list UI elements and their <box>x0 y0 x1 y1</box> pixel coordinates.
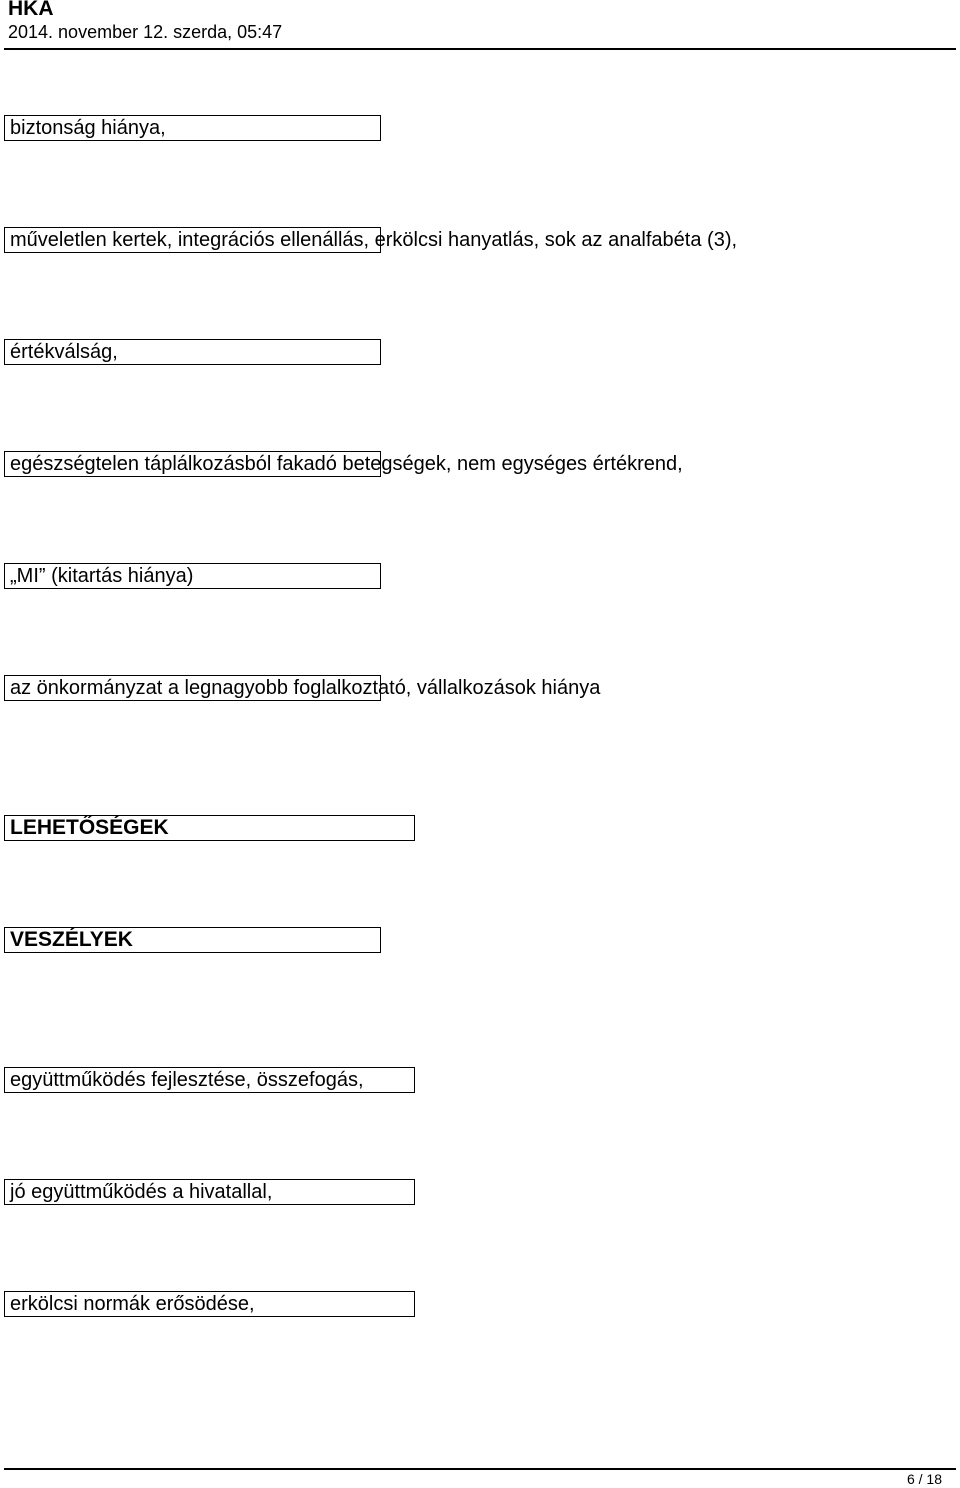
entry-text: együttműködés fejlesztése, összefogás, <box>10 1069 364 1091</box>
document-date: 2014. november 12. szerda, 05:47 <box>8 22 283 42</box>
footer-divider <box>4 1468 956 1470</box>
entry-text: értékválság, <box>10 341 118 363</box>
section-heading-opportunities: LEHETŐSÉGEK <box>10 816 169 839</box>
entry-text: jó együttműködés a hivatallal, <box>10 1181 273 1203</box>
section-heading-threats: VESZÉLYEK <box>10 928 133 951</box>
entry-text: egészségtelen táplálkozásból fakadó betegségek, nem egységes értékrend, <box>10 453 683 475</box>
document-title: HKA <box>8 0 54 20</box>
entry-text: „MI” (kitartás hiánya) <box>10 565 194 587</box>
entry-text: műveletlen kertek, integrációs ellenállás, erkölcsi hanyatlás, sok az analfabéta (3), <box>10 229 738 251</box>
entry-text: biztonság hiánya, <box>10 117 166 139</box>
entry-text: erkölcsi normák erősödése, <box>10 1293 255 1315</box>
header-divider <box>4 48 956 50</box>
page-number: 6 / 18 <box>906 1471 942 1487</box>
entry-text: az önkormányzat a legnagyobb foglalkoztató, vállalkozások hiánya <box>10 677 601 699</box>
